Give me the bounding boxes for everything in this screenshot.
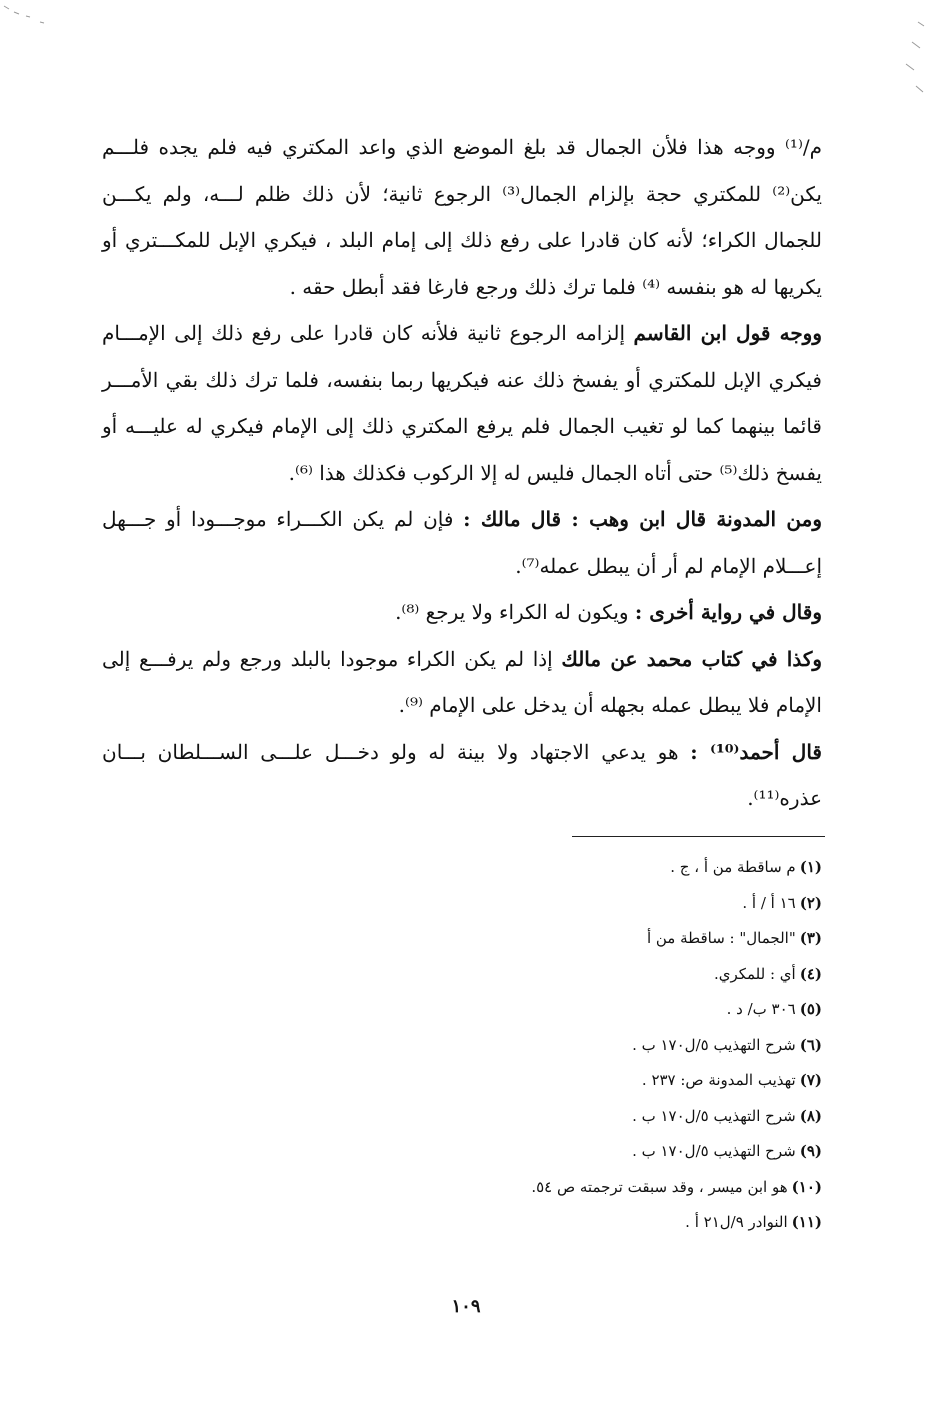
- footnote-5: [392, 992, 822, 1028]
- footnote-number: (٦): [799, 1035, 822, 1054]
- paragraph-6-lead: قال أحمد⁽¹⁰⁾ :: [690, 739, 822, 764]
- footnote-text: م ساقطة من أ ، ج .: [670, 858, 796, 876]
- paragraph-4-lead: وقال في رواية أخرى :: [634, 600, 822, 624]
- footnote-11: [392, 1205, 822, 1241]
- paragraph-5: [102, 636, 822, 729]
- footnote-number: (١٠): [791, 1177, 822, 1196]
- footnote-10: [392, 1170, 822, 1206]
- footnote-7: [392, 1063, 822, 1099]
- paragraph-6: [102, 729, 822, 822]
- footnote-1: [392, 850, 822, 886]
- paragraph-5-text: إذا لم يكن الكراء موجودا بالبلد ورجع ولم يرفـــع إلى الإمام فلا يبطل عمله بجهله أن يدخل على الإمام ⁽⁹⁾.: [102, 646, 822, 717]
- paragraph-3: [102, 496, 822, 589]
- paragraph-3-text: فإن لم يكن الكـــراء موجـــودا أو جـــهل إعـــلام الإمام لم أر أن يبطل عمله⁽⁷⁾.: [102, 507, 822, 578]
- paragraph-1: [102, 124, 822, 310]
- page-number: ١٠٩: [451, 1296, 481, 1317]
- footnote-number: (٨): [799, 1106, 822, 1125]
- footnote-number: (٩): [799, 1142, 822, 1160]
- footnote-number: (٧): [799, 1071, 822, 1089]
- footnote-text: تهذيب المدونة ص: ٢٣٧ .: [641, 1071, 796, 1089]
- paragraph-3-lead: ومن المدونة قال ابن وهب : قال مالك :: [463, 507, 823, 531]
- paragraph-2: [102, 310, 822, 496]
- main-text: [102, 124, 822, 822]
- footnote-number: (٤): [799, 964, 822, 983]
- footnote-text: "الجمال" : ساقطة من أ: [646, 929, 796, 947]
- scan-noise-top-right: [906, 22, 924, 92]
- footnote-2: [392, 886, 822, 922]
- footnote-number: (١١): [791, 1213, 822, 1231]
- footnote-text: هو ابن ميسر ، وقد سبقت ترجمته ص ٥٤.: [531, 1177, 788, 1196]
- footnote-text: شرح التهذيب ٥/ل١٧٠ ب .: [632, 1106, 796, 1125]
- paragraph-6-text: هو يدعي الاجتهاد ولا بينة له ولو دخـــل علـــى الســـلطان بـــان عذره⁽¹¹⁾.: [102, 739, 822, 810]
- paragraph-4-text: ويكون له الكراء ولا يرجع ⁽⁸⁾.: [395, 600, 635, 624]
- footnote-number: (٥): [799, 1000, 822, 1018]
- footnote-9: [392, 1134, 822, 1170]
- footnote-text: شرح التهذيب ٥/ل١٧٠ ب .: [632, 1035, 796, 1054]
- paragraph-4: [102, 589, 822, 636]
- paragraph-2-lead: ووجه قول ابن القاسم: [633, 321, 823, 345]
- footnote-text: ٣٠٦ ب/ د .: [726, 1000, 796, 1018]
- footnote-number: (١): [799, 858, 822, 876]
- footnote-divider: [572, 836, 825, 837]
- footnote-text: ١٦ أ / أ .: [742, 893, 796, 912]
- paragraph-5-lead: وكذا في كتاب محمد عن مالك: [561, 646, 823, 671]
- scan-noise-top-left: [4, 6, 44, 23]
- footnote-text: شرح التهذيب ٥/ل١٧٠ ب .: [632, 1142, 796, 1160]
- footnote-4: [392, 957, 822, 993]
- footnote-text: أي : للمكري.: [713, 964, 796, 983]
- paragraph-1-text: م/⁽¹⁾ ووجه هذا فلأن الجمال قد بلغ الموضع الذي واعد المكتري فيه فلم يجده فلـــم يكن⁽²⁾ للمكتري حجة بإلزام الجمال⁽³⁾ الرجوع ثانية؛ لأن ذلك ظلم لـــه، ولم يكـــن للجمال الكراء؛ لأنه كان قادرا على رفع ذلك إلى إمام البلد ، فيكري الإبل للمكـــتري أو يكريها له هو بنفسه ⁽⁴⁾ فلما ترك ذلك ورجع فارغا فقد أبطل حقه .: [102, 135, 822, 299]
- footnote-6: [392, 1028, 822, 1064]
- paragraph-2-text: إلزامه الرجوع ثانية فلأنه كان قادرا على رفع ذلك إلى الإمـــام فيكري الإبل للمكتري أو يفسخ ذلك عنه فيكريها ربما بنفسه، فلما ترك ذلك بقي الأمـــر قائما بينهما كما لو تغيب الجمال فلم يرفع المكتري ذلك إلى الإمام فيكري له عليـــه أو يفسخ ذلك⁽⁵⁾ حتى أتاه الجمال فليس له إلا الركوب فكذلك هذا ⁽⁶⁾.: [102, 321, 822, 485]
- footnote-8: [392, 1099, 822, 1135]
- footnote-3: [392, 921, 822, 957]
- scan-noise-marks: [0, 0, 932, 120]
- footnote-text: النوادر ٩/ل٢١ أ .: [685, 1213, 788, 1231]
- footnote-number: (٣): [799, 929, 822, 947]
- footnote-number: (٢): [799, 893, 822, 912]
- footnotes-list: [392, 850, 822, 1241]
